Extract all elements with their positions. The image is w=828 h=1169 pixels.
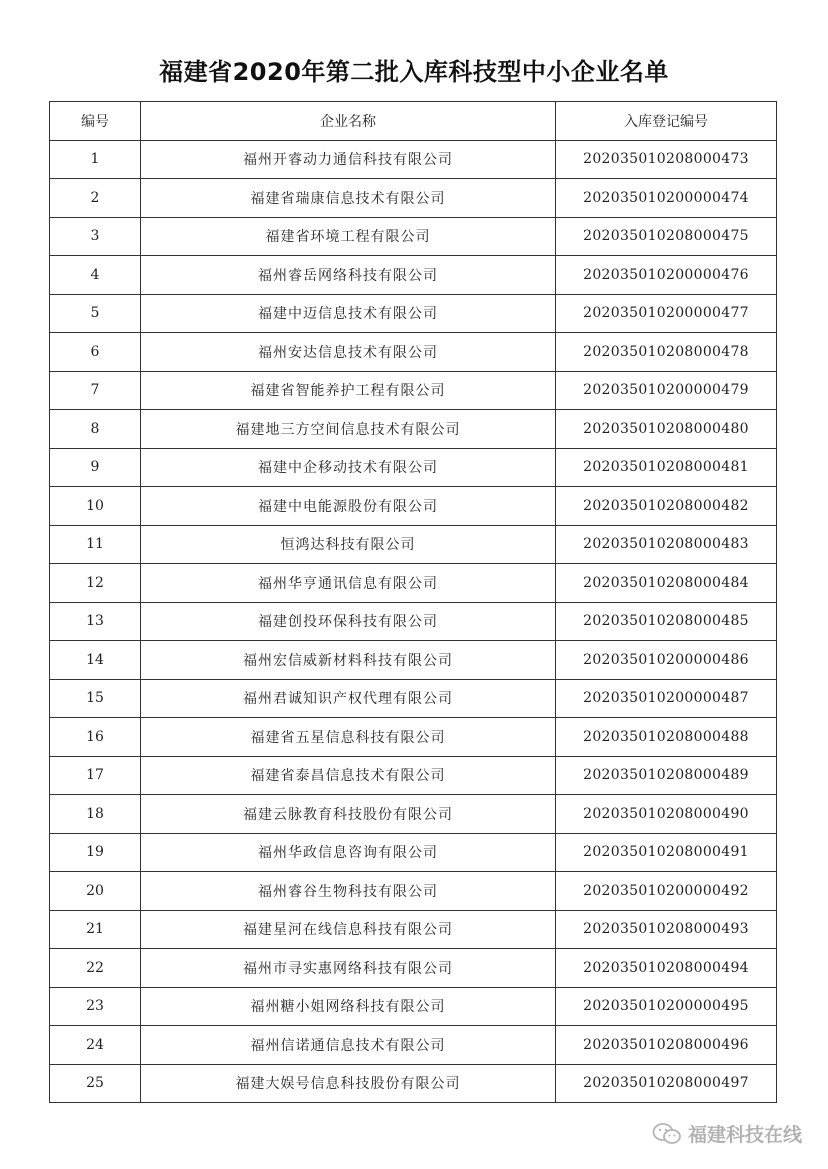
cell-number: 20 [50, 872, 141, 911]
cell-company-name: 福州华政信息咨询有限公司 [141, 833, 556, 872]
cell-registration-number: 202035010208000484 [556, 564, 777, 603]
cell-company-name: 福建创投环保科技有限公司 [141, 602, 556, 641]
table-row [50, 910, 777, 949]
cell-registration-number: 202035010208000475 [556, 217, 777, 256]
cell-registration-number: 202035010208000489 [556, 756, 777, 795]
cell-company-name: 福建中电能源股份有限公司 [141, 487, 556, 526]
cell-registration-number: 202035010200000487 [556, 679, 777, 718]
cell-number: 12 [50, 564, 141, 603]
cell-number: 13 [50, 602, 141, 641]
table-row [50, 371, 777, 410]
cell-registration-number: 202035010208000494 [556, 949, 777, 988]
table-row [50, 564, 777, 603]
cell-registration-number: 202035010200000474 [556, 179, 777, 218]
cell-company-name: 福建地三方空间信息技术有限公司 [141, 410, 556, 449]
cell-number: 9 [50, 448, 141, 487]
cell-registration-number: 202035010200000477 [556, 294, 777, 333]
cell-company-name: 恒鸿达科技有限公司 [141, 525, 556, 564]
cell-registration-number: 202035010208000478 [556, 333, 777, 372]
header-registration-number: 入库登记编号 [556, 102, 777, 141]
cell-company-name: 福州君诚知识产权代理有限公司 [141, 679, 556, 718]
enterprise-table [49, 101, 777, 1103]
cell-number: 22 [50, 949, 141, 988]
header-company-name: 企业名称 [141, 102, 556, 141]
cell-registration-number: 202035010208000483 [556, 525, 777, 564]
cell-company-name: 福州安达信息技术有限公司 [141, 333, 556, 372]
cell-company-name: 福州睿岳网络科技有限公司 [141, 256, 556, 295]
table-row [50, 872, 777, 911]
cell-company-name: 福州睿谷生物科技有限公司 [141, 872, 556, 911]
header-number: 编号 [50, 102, 141, 141]
cell-number: 6 [50, 333, 141, 372]
cell-registration-number: 202035010200000495 [556, 987, 777, 1026]
cell-company-name: 福州信诺通信息技术有限公司 [141, 1026, 556, 1065]
cell-registration-number: 202035010208000481 [556, 448, 777, 487]
table-row [50, 333, 777, 372]
cell-number: 23 [50, 987, 141, 1026]
cell-number: 3 [50, 217, 141, 256]
cell-registration-number: 202035010200000476 [556, 256, 777, 295]
table-row [50, 602, 777, 641]
cell-number: 4 [50, 256, 141, 295]
table-row [50, 949, 777, 988]
table-row [50, 487, 777, 526]
wechat-icon [652, 1122, 682, 1146]
table-row [50, 256, 777, 295]
cell-company-name: 福建省智能养护工程有限公司 [141, 371, 556, 410]
table-row [50, 410, 777, 449]
table-row [50, 1064, 777, 1103]
cell-registration-number: 202035010208000473 [556, 140, 777, 179]
watermark-text: 福建科技在线 [687, 1124, 802, 1146]
watermark [652, 1120, 802, 1147]
cell-company-name: 福建中企移动技术有限公司 [141, 448, 556, 487]
cell-number: 1 [50, 140, 141, 179]
cell-number: 8 [50, 410, 141, 449]
cell-number: 24 [50, 1026, 141, 1065]
table-row [50, 217, 777, 256]
cell-number: 14 [50, 641, 141, 680]
cell-company-name: 福州宏信威新材料科技有限公司 [141, 641, 556, 680]
table-row [50, 987, 777, 1026]
table-row [50, 641, 777, 680]
table-row [50, 448, 777, 487]
cell-registration-number: 202035010208000485 [556, 602, 777, 641]
table-row [50, 140, 777, 179]
cell-number: 21 [50, 910, 141, 949]
cell-number: 16 [50, 718, 141, 757]
cell-company-name: 福建星河在线信息科技有限公司 [141, 910, 556, 949]
cell-registration-number: 202035010208000496 [556, 1026, 777, 1065]
table-row [50, 1026, 777, 1065]
cell-company-name: 福州华亨通讯信息有限公司 [141, 564, 556, 603]
cell-registration-number: 202035010200000492 [556, 872, 777, 911]
cell-company-name: 福建省五星信息科技有限公司 [141, 718, 556, 757]
cell-company-name: 福建省泰昌信息技术有限公司 [141, 756, 556, 795]
table-row [50, 756, 777, 795]
cell-registration-number: 202035010208000480 [556, 410, 777, 449]
cell-number: 19 [50, 833, 141, 872]
table-row [50, 179, 777, 218]
cell-registration-number: 202035010200000479 [556, 371, 777, 410]
cell-company-name: 福州开睿动力通信科技有限公司 [141, 140, 556, 179]
cell-registration-number: 202035010208000488 [556, 718, 777, 757]
cell-company-name: 福州市寻实惠网络科技有限公司 [141, 949, 556, 988]
cell-company-name: 福建省环境工程有限公司 [141, 217, 556, 256]
cell-number: 18 [50, 795, 141, 834]
cell-company-name: 福建省瑞康信息技术有限公司 [141, 179, 556, 218]
table-row [50, 525, 777, 564]
cell-registration-number: 202035010208000491 [556, 833, 777, 872]
cell-number: 10 [50, 487, 141, 526]
cell-number: 5 [50, 294, 141, 333]
table-row [50, 718, 777, 757]
cell-company-name: 福建大娱号信息科技股份有限公司 [141, 1064, 556, 1103]
cell-number: 2 [50, 179, 141, 218]
cell-company-name: 福建云脉教育科技股份有限公司 [141, 795, 556, 834]
table-row [50, 679, 777, 718]
cell-registration-number: 202035010200000486 [556, 641, 777, 680]
cell-registration-number: 202035010208000497 [556, 1064, 777, 1103]
cell-company-name: 福州糖小姐网络科技有限公司 [141, 987, 556, 1026]
cell-number: 17 [50, 756, 141, 795]
table-row [50, 294, 777, 333]
table-row [50, 833, 777, 872]
cell-registration-number: 202035010208000482 [556, 487, 777, 526]
cell-number: 25 [50, 1064, 141, 1103]
cell-company-name: 福建中迈信息技术有限公司 [141, 294, 556, 333]
cell-registration-number: 202035010208000490 [556, 795, 777, 834]
cell-number: 15 [50, 679, 141, 718]
table-header-row [50, 102, 777, 141]
cell-number: 7 [50, 371, 141, 410]
page-title: 福建省2020年第二批入库科技型中小企业名单 [159, 58, 669, 86]
cell-number: 11 [50, 525, 141, 564]
cell-registration-number: 202035010208000493 [556, 910, 777, 949]
table-row [50, 795, 777, 834]
